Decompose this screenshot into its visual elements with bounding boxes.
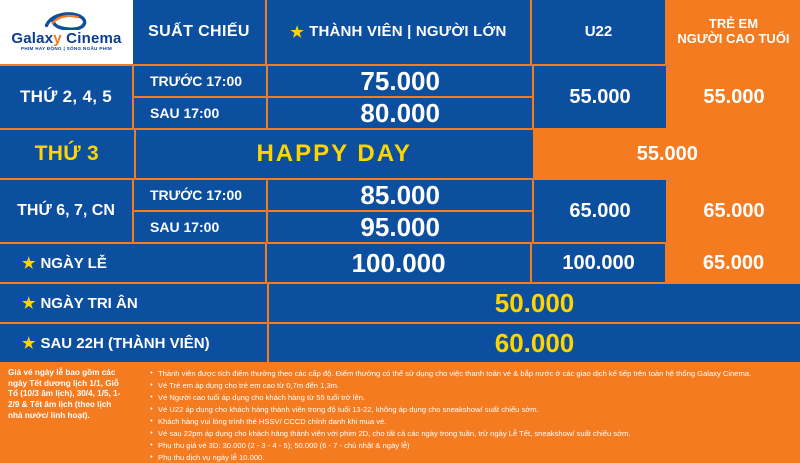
cell-child-price: 65.000 [667,244,800,282]
galaxy-swoosh-icon [43,12,89,30]
table-header [0,0,800,64]
star-icon: ★ [22,254,36,272]
footer-note-item: • Khách hàng vui lòng trình thẻ HSSV/ CCCD chính danh khi mua vé. [150,416,792,427]
table-row [0,180,800,242]
cell-member-price: 75.000 [268,66,532,96]
row-subrows [134,66,532,128]
footer-note-item: • Vé Trẻ em áp dụng cho trẻ em cao từ 0,7m đến 1,3m. [150,380,792,391]
cell-time: TRƯỚC 17:00 [134,66,266,96]
cell-time: SAU 17:00 [134,212,266,242]
table-row [0,284,800,322]
brand-logo [0,0,133,64]
cell-time: SAU 17:00 [134,98,266,128]
header-member: ★ THÀNH VIÊN | NGƯỜI LỚN [267,0,530,64]
row-label-after22h: ★ SAU 22H (THÀNH VIÊN) [0,324,267,362]
footer-note-item: • Thành viên được tích điểm thưởng theo các cấp độ. Điểm thưởng có thể sử dụng cho việc thanh toán vé & bắp nước ở các giao dịch kế tiếp trên toàn hệ thống Galaxy Cinema. [150,368,792,379]
cell-member-price: 100.000 [267,244,530,282]
cell-tuesday-merged-price: 55.000 [535,130,800,178]
row-label-thanksday: ★ NGÀY TRI ÂN [0,284,267,322]
footer-note-item: • Vé sau 22pm áp dụng cho khách hàng thành viên với phim 2D, cho tất cả các ngày trong tuần, trừ ngày Lễ Tết, sneakshow/ suất chiếu sớm. [150,428,792,439]
brand-tagline: PHIM HAY ĐỘNG | SỐNG NGẦU PHIM [21,46,112,52]
footer-note-item: • Phụ thu dịch vụ ngày lễ 10.000. [150,452,792,463]
cell-u22-price: 100.000 [532,244,665,282]
cell-u22-price: 65.000 [534,180,666,242]
star-icon: ★ [290,23,305,41]
header-child: TRẺ EM NGƯỜI CAO TUỔI [667,0,800,64]
brand-name: Galaxy Cinema [11,30,122,48]
row-label-weekend: THỨ 6, 7, CN [0,180,132,242]
star-icon: ★ [22,294,36,312]
footer-holiday-note: Giá vé ngày lễ bao gồm các ngày Tết dương lịch 1/1, Giỗ Tổ (10/3 âm lịch), 30/4, 1/5, 1-2/9 & Tết âm lịch (theo lịch nhà nước/ linh hoạt). [8,368,121,420]
footer-note-item: • Vé U22 áp dụng cho khách hàng thành viên trong độ tuổi 13-22, không áp dụng cho sneakshow/ suất chiếu sớm. [150,404,792,415]
cell-child-price: 55.000 [668,66,800,128]
table-row [0,66,800,128]
cell-member-price: 85.000 [268,180,532,210]
footer-note-item: • Phụ thu giá vé 3D: 30.000 (2 - 3 - 4 - 5); 50.000 (6 - 7 - chủ nhật & ngày lễ) [150,440,792,451]
table-row [0,244,800,282]
star-icon: ★ [22,334,36,352]
header-showtime: SUẤT CHIẾU [133,0,265,64]
row-subrows [134,180,532,242]
cell-member-price: 50.000 [269,284,800,322]
cell-member-price: 80.000 [268,98,532,128]
row-label-tuesday: THỨ 3 [0,130,134,178]
footer-note-item: • Vé Người cao tuổi áp dụng cho khách hàng từ 55 tuổi trở lên. [150,392,792,403]
cell-child-price: 65.000 [668,180,800,242]
cell-happy-day: HAPPY DAY [136,130,533,178]
footer [0,364,800,462]
cell-time: TRƯỚC 17:00 [134,180,266,210]
header-u22: U22 [532,0,665,64]
footer-notes [134,364,800,462]
cell-member-price: 95.000 [268,212,532,242]
cell-member-price: 60.000 [269,324,800,362]
table-row [0,130,800,178]
cell-u22-price: 55.000 [534,66,666,128]
row-label-weekday: THỨ 2, 4, 5 [0,66,132,128]
table-row [0,324,800,362]
row-label-holiday: ★ NGÀY LỄ [0,244,265,282]
